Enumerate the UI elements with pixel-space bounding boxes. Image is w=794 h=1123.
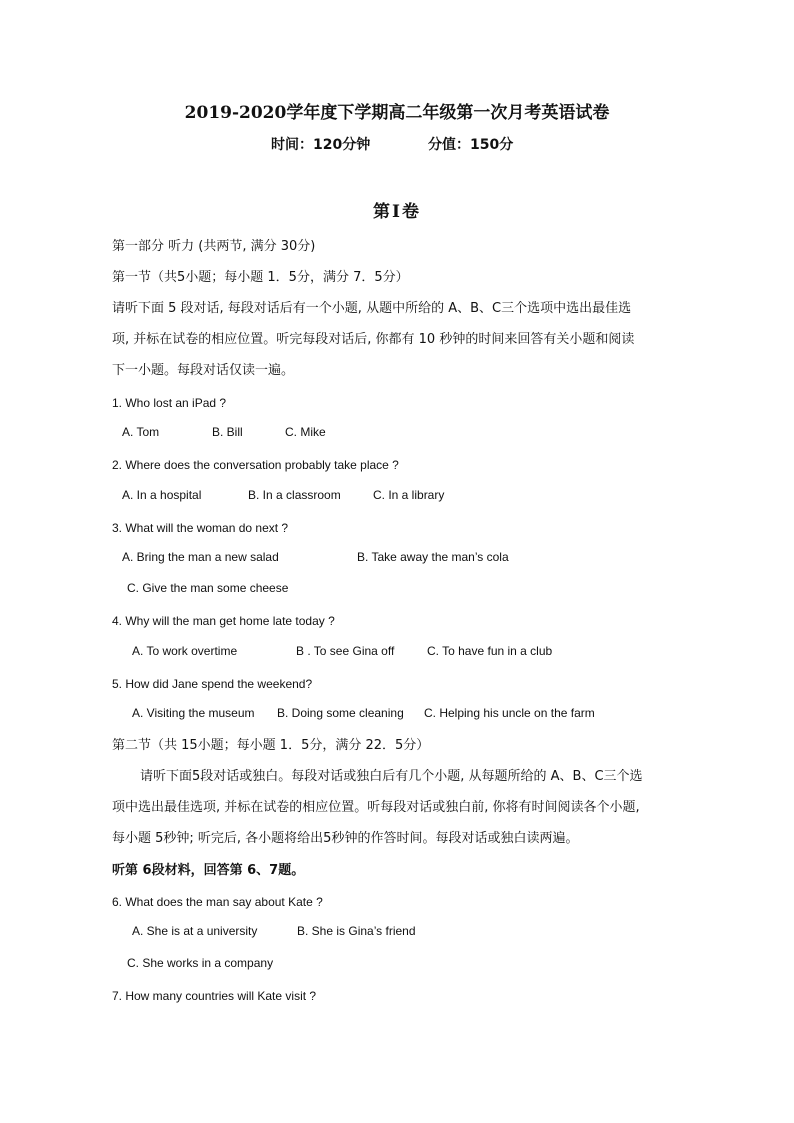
section1-instruction-line1: 请听下面 5 段对话, 每段对话后有一个小题, 从题中所给的 A、B、C三个选项中选出最佳选 bbox=[112, 301, 632, 316]
q1-option-b: B. Bill bbox=[212, 425, 243, 439]
material-6-heading: 听第 6段材料，回答第 6、7题。 bbox=[112, 863, 305, 878]
q4-option-b: B . To see Gina off bbox=[296, 644, 395, 658]
volume-heading: 第Ⅰ卷 bbox=[373, 202, 421, 222]
exam-score: 分值：150分 bbox=[427, 137, 514, 153]
q4-option-a: A. To work overtime bbox=[132, 644, 238, 658]
exam-meta bbox=[271, 134, 513, 154]
q3-option-c: C. Give the man some cheese bbox=[127, 581, 289, 595]
q2-option-c: C. In a library bbox=[373, 488, 445, 502]
q5-option-a: A. Visiting the museum bbox=[132, 706, 255, 720]
question-7: 7. How many countries will Kate visit ? bbox=[112, 989, 317, 1003]
question-1: 1. Who lost an iPad ? bbox=[112, 396, 227, 410]
q1-option-c: C. Mike bbox=[285, 425, 326, 439]
question-5: 5. How did Jane spend the weekend? bbox=[112, 677, 313, 691]
q3-option-a: A. Bring the man a new salad bbox=[122, 550, 279, 564]
section2-instruction-line2: 项中选出最佳选项, 并标在试卷的相应位置。听每段对话或独白前, 你将有时间阅读各个小题, bbox=[112, 800, 640, 815]
question-6: 6. What does the man say about Kate ? bbox=[112, 895, 323, 909]
section2-instruction-line3: 每小题 5秒钟; 听完后, 各小题将给出5秒钟的作答时间。每段对话或独白读两遍。 bbox=[112, 831, 579, 846]
q2-option-a: A. In a hospital bbox=[122, 488, 202, 502]
q3-option-b: B. Take away the man’s cola bbox=[357, 550, 509, 564]
question-4: 4. Why will the man get home late today ? bbox=[112, 614, 335, 628]
section2-heading: 第二节（共 15小题；每小题 1．5分，满分 22．5分） bbox=[112, 738, 430, 753]
q6-option-c: C. She works in a company bbox=[127, 956, 274, 970]
exam-time: 时间：120分钟 bbox=[271, 137, 371, 153]
q2-option-b: B. In a classroom bbox=[248, 488, 341, 502]
q5-option-c: C. Helping his uncle on the farm bbox=[424, 706, 595, 720]
q4-option-c: C. To have fun in a club bbox=[427, 644, 553, 658]
section2-instruction-line1: 请听下面5段对话或独白。每段对话或独白后有几个小题, 从每题所给的 A、B、C三个选 bbox=[140, 769, 643, 784]
q5-option-b: B. Doing some cleaning bbox=[277, 706, 404, 720]
q6-option-a: A. She is at a university bbox=[132, 924, 258, 938]
section1-instruction-line3: 下一小题。每段对话仅读一遍。 bbox=[112, 363, 295, 378]
question-3: 3. What will the woman do next ? bbox=[112, 521, 289, 535]
q6-option-b: B. She is Gina’s friend bbox=[297, 924, 416, 938]
q1-option-a: A. Tom bbox=[122, 425, 160, 439]
question-2: 2. Where does the conversation probably take place ? bbox=[112, 458, 399, 472]
exam-title: 2019-2020学年度下学期高二年级第一次月考英语试卷 bbox=[184, 103, 610, 123]
part1-heading: 第一部分 听力 (共两节, 满分 30分) bbox=[112, 239, 316, 254]
section1-heading: 第一节（共5小题；每小题 1．5分，满分 7．5分） bbox=[112, 270, 409, 285]
section1-instruction-line2: 项, 并标在试卷的相应位置。听完每段对话后, 你都有 10 秒钟的时间来回答有关小题和阅读 bbox=[112, 332, 635, 347]
